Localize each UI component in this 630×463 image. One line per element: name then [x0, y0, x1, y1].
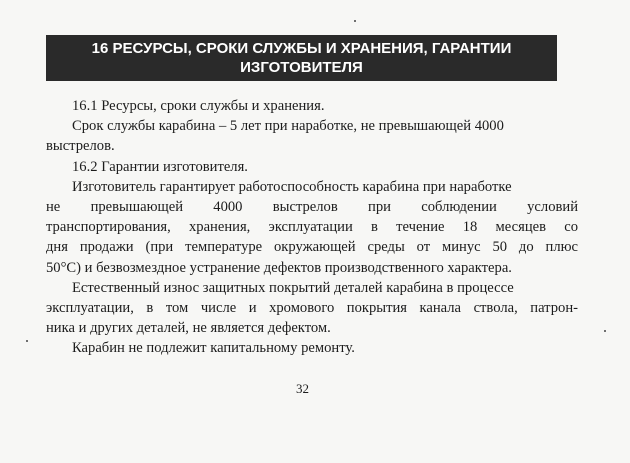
section-title-banner [46, 35, 557, 81]
text-line: Изготовитель гарантирует работоспособность карабина при наработке [72, 178, 512, 195]
scan-speck [604, 330, 606, 332]
scan-speck [26, 340, 28, 342]
text-line: выстрелов. [46, 138, 115, 155]
subsection-heading-16-2: 16.2 Гарантии изготовителя. [72, 158, 248, 175]
text-line: не превышающей 4000 выстрелов при соблюдении условий [46, 199, 578, 216]
text-line: ника и других деталей, не является дефектом. [46, 320, 331, 337]
text-line: Естественный износ защитных покрытий деталей карабина в процессе [72, 279, 514, 296]
subsection-heading-16-1: 16.1 Ресурсы, сроки службы и хранения. [72, 98, 325, 114]
wear-paragraph [46, 278, 578, 339]
text-line: 50°С) и безвозмездное устранение дефектов производственного характера. [46, 259, 512, 276]
text-line: дня продажи (при температуре окружающей среды от минус 50 до плюс [46, 239, 578, 256]
section-title-line-1: 16 РЕСУРСЫ, СРОКИ СЛУЖБЫ И ХРАНЕНИЯ, ГАРАНТИИ [91, 40, 512, 57]
text-line: транспортирования, хранения, эксплуатации в течение 18 месяцев со [46, 219, 578, 236]
no-overhaul-paragraph: Карабин не подлежит капитальному ремонту. [72, 340, 355, 357]
warranty-paragraph [46, 177, 578, 278]
text-line: эксплуатации, в том числе и хромового покрытия канала ствола, патрон- [46, 300, 578, 317]
scan-speck [354, 20, 356, 22]
page-number: 32 [296, 381, 309, 396]
section-title-line-2: ИЗГОТОВИТЕЛЯ [240, 59, 363, 76]
document-body [46, 96, 578, 359]
text-line: Срок службы карабина – 5 лет при наработке, не превышающей 4000 [72, 118, 504, 135]
service-life-paragraph [46, 116, 578, 156]
